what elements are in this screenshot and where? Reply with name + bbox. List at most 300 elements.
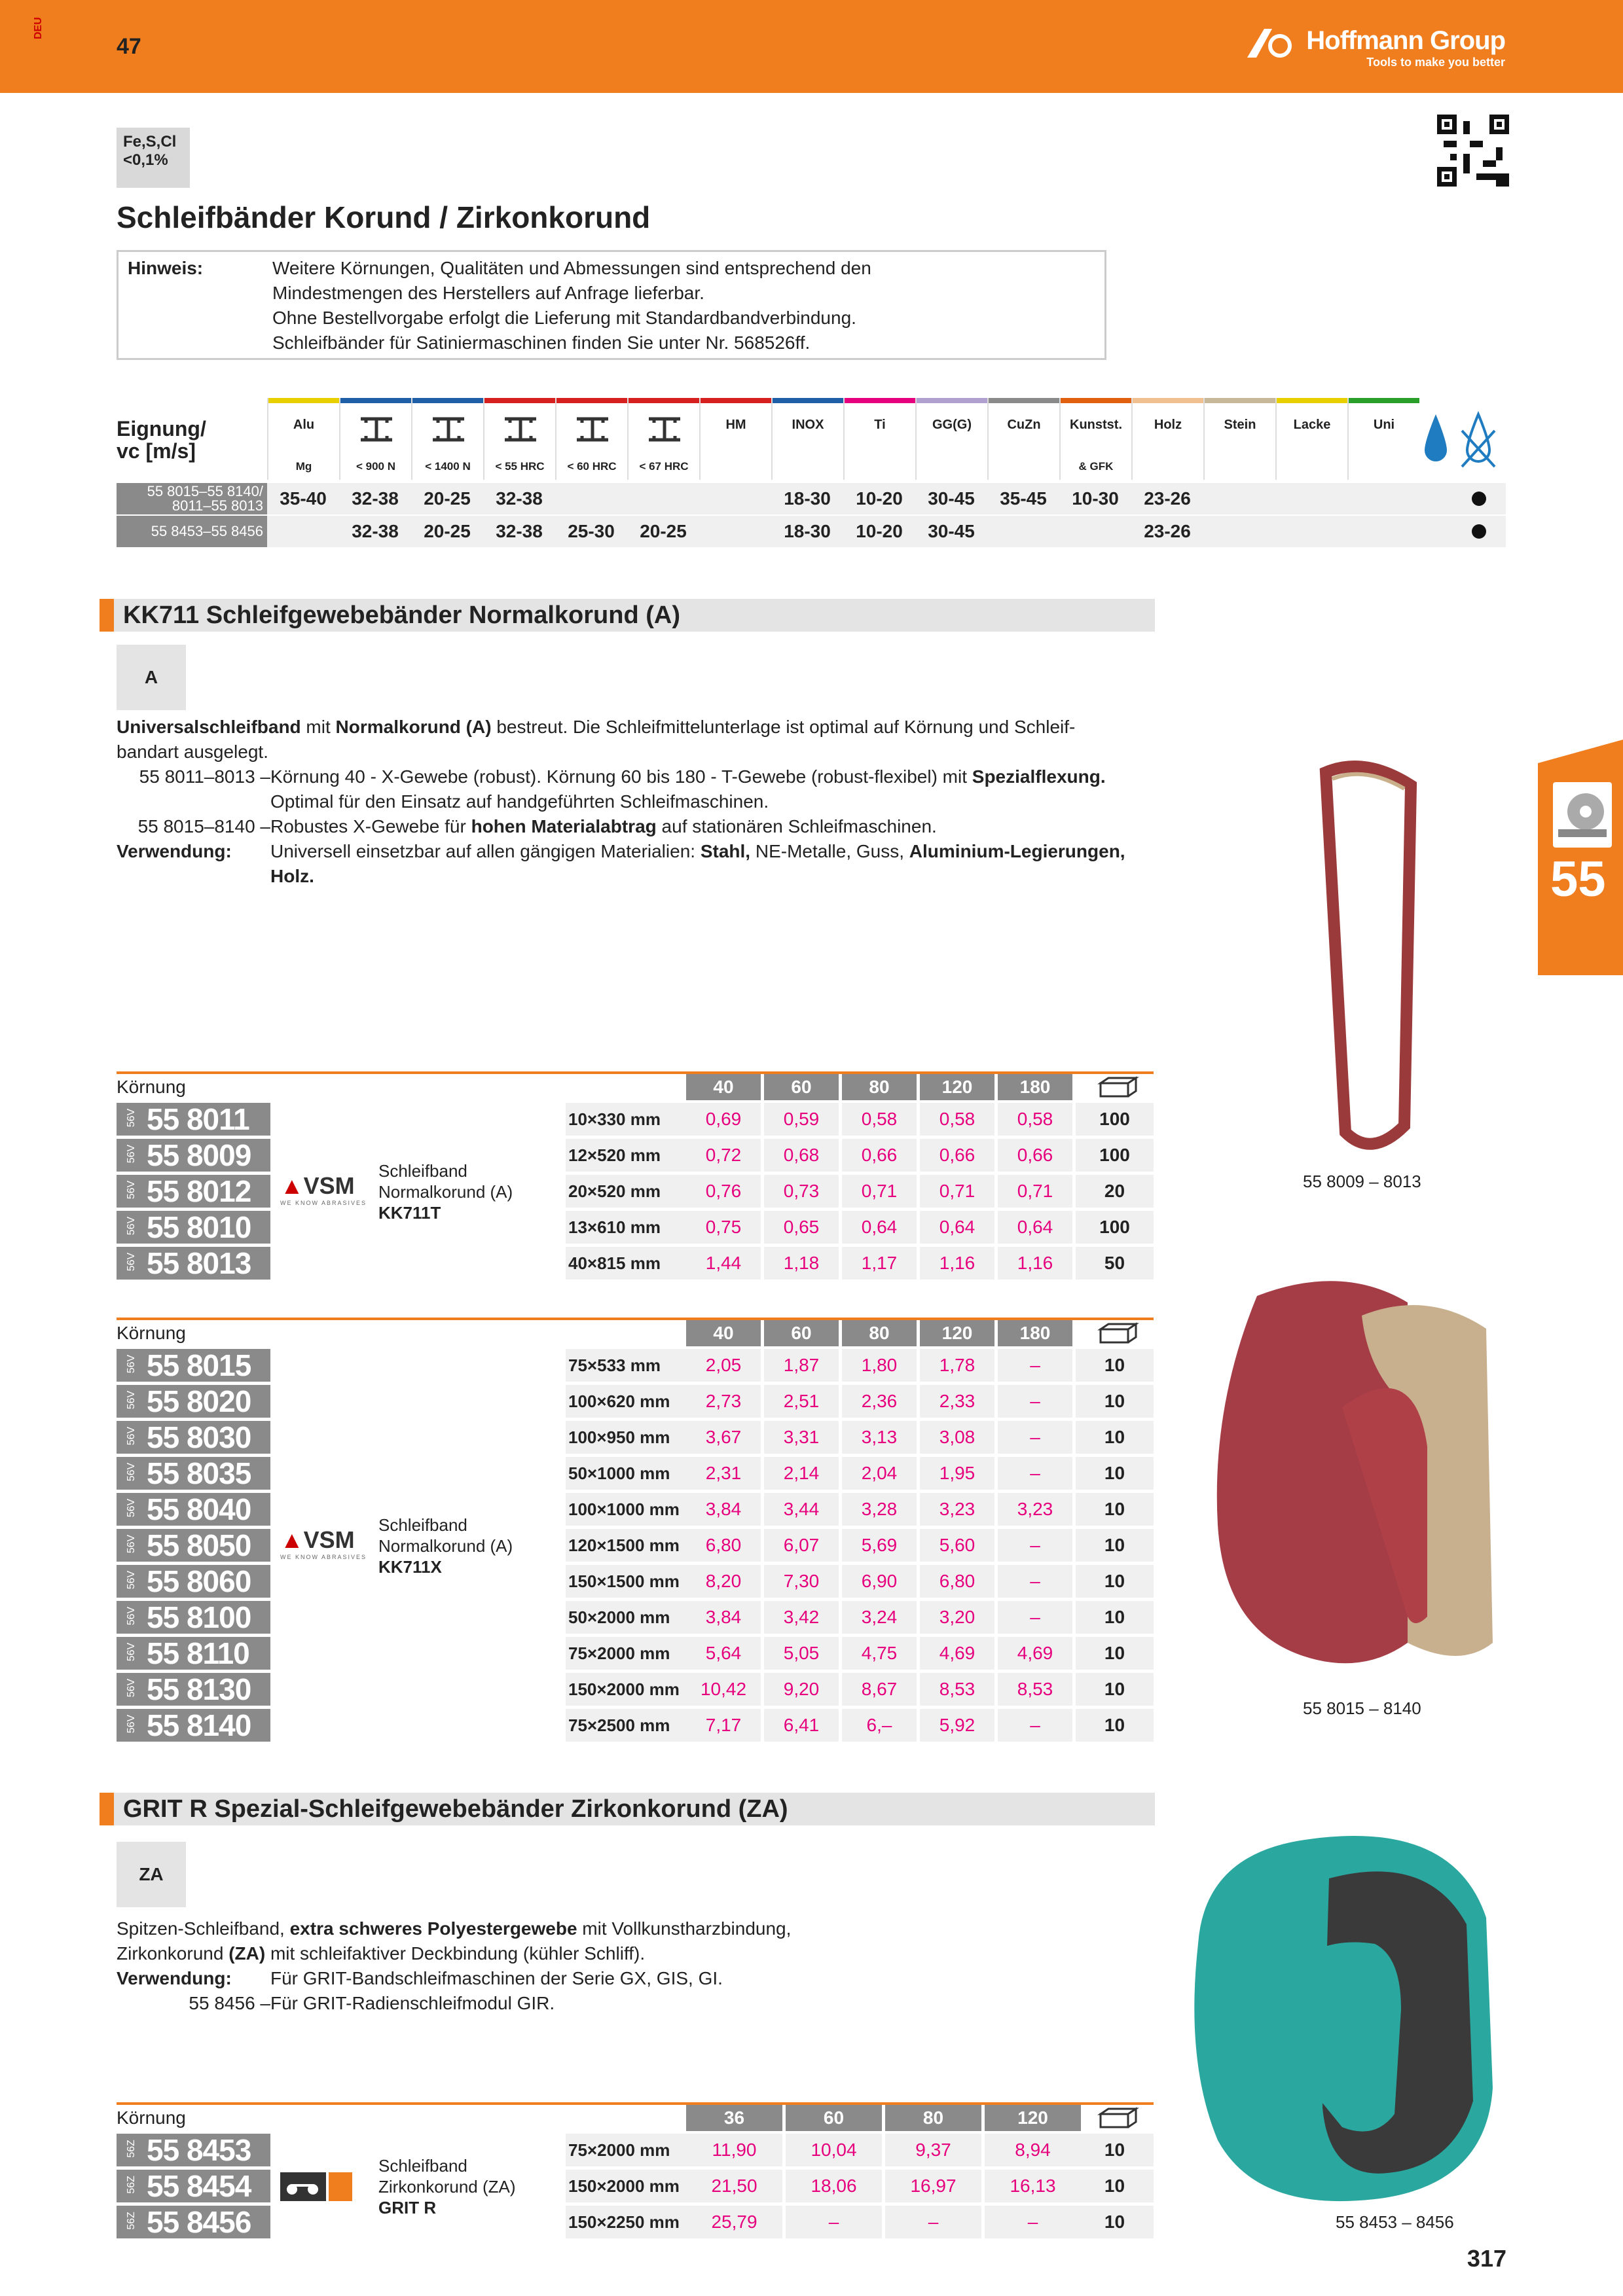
article-number: 55 8454	[147, 2169, 251, 2203]
desc-line: KK711X	[378, 1556, 442, 1577]
table-row[interactable]	[117, 1174, 1154, 1208]
grit-text: mit Vollkunstharzbindung,	[577, 1918, 792, 1939]
use-text: Für GRIT-Bandschleifmaschinen der Serie GX, GIS, GI.	[270, 1968, 723, 1988]
price: 0,58	[842, 1103, 917, 1136]
price: 2,04	[842, 1457, 917, 1490]
article-number-cell[interactable]	[117, 2134, 270, 2166]
price: –	[998, 1529, 1072, 1562]
pack-quantity: 10	[1076, 1457, 1154, 1490]
article-number-cell[interactable]	[117, 1673, 270, 1706]
suitability-row	[117, 483, 1506, 514]
page-title: Schleifbänder Korund / Zirkonkorund	[117, 200, 651, 234]
pack-quantity: 10	[1076, 1565, 1154, 1598]
price: 25,79	[686, 2206, 782, 2238]
range-text: auf stationären Schleifmaschinen.	[656, 816, 937, 836]
grit-machine-icon	[280, 2172, 352, 2201]
material-sub: < 67 HRC	[639, 460, 689, 473]
section-heading-kk711: KK711 Schleifgewebebänder Normalkorund (A)	[100, 599, 1155, 632]
pack-quantity: 10	[1076, 2206, 1154, 2238]
dimension: 100×950 mm	[566, 1421, 686, 1454]
material-name: Holz	[1154, 418, 1182, 432]
coolant-drop-icon	[1419, 411, 1452, 470]
article-prefix: 56V	[126, 1354, 137, 1374]
caption-narrow-belt: 55 8009 – 8013	[1303, 1172, 1421, 1191]
table-row[interactable]	[117, 1420, 1154, 1454]
grit-header: 180	[998, 1320, 1072, 1346]
article-number-cell[interactable]	[117, 1247, 270, 1280]
suitability-value	[987, 516, 1059, 547]
suitability-column	[555, 398, 627, 480]
grain-code-a: A	[117, 645, 186, 710]
article-number-cell[interactable]	[117, 1349, 270, 1382]
article-prefix: 56V	[126, 1144, 137, 1164]
article-number-cell[interactable]	[117, 1421, 270, 1454]
fescl-badge	[117, 128, 190, 188]
package-icon	[1076, 2106, 1154, 2130]
price: 2,51	[764, 1385, 839, 1418]
price: 1,78	[920, 1349, 994, 1382]
page-number: 317	[1467, 2245, 1506, 2272]
pack-quantity: 10	[1076, 1637, 1154, 1670]
material-color-bar	[1133, 398, 1203, 403]
grit-header: 60	[786, 2105, 882, 2131]
article-number-cell[interactable]	[117, 2206, 270, 2238]
grit-header: 80	[842, 1074, 917, 1100]
hinweis-line: Mindestmengen des Herstellers auf Anfrage lieferbar.	[272, 283, 704, 303]
desc-line: Schleifband	[378, 2155, 467, 2176]
article-prefix: 56V	[126, 1642, 137, 1662]
pack-quantity: 100	[1076, 1139, 1154, 1172]
suitability-column	[267, 398, 339, 480]
article-number-cell[interactable]	[117, 1493, 270, 1526]
price: 21,50	[686, 2170, 782, 2202]
price: 6,07	[764, 1529, 839, 1562]
suitability-value: 10-20	[856, 521, 903, 541]
price: 18,06	[786, 2170, 882, 2202]
material-color-bar	[773, 398, 843, 403]
intro-text: mit	[301, 717, 336, 737]
fescl-line2: <0,1%	[123, 151, 168, 169]
suitability-column	[339, 398, 411, 480]
pack-quantity: 100	[1076, 1211, 1154, 1244]
suitability-value	[1347, 483, 1419, 514]
material-color-bar	[701, 398, 771, 403]
pack-quantity: 10	[1076, 2134, 1154, 2166]
price: 6,–	[842, 1709, 917, 1742]
product-table-kk711t	[117, 1071, 1154, 1281]
price: –	[998, 1349, 1072, 1382]
grit-header: 40	[686, 1320, 761, 1346]
vsm-tagline: WE KNOW ABRASIVES	[280, 1199, 367, 1206]
suitability-label-line2: vc [m/s]	[117, 439, 196, 463]
dry-grinding-dot-icon	[1472, 524, 1486, 539]
price: 11,90	[686, 2134, 782, 2166]
dimension: 75×533 mm	[566, 1349, 686, 1382]
range-text: Robustes X-Gewebe für	[270, 816, 471, 836]
price: 1,44	[686, 1247, 761, 1280]
range-bold: hohen Materialabtrag	[471, 816, 657, 836]
price: –	[998, 1421, 1072, 1454]
material-name: Ti	[874, 418, 886, 432]
price: 0,71	[998, 1175, 1072, 1208]
suitability-value: 32-38	[352, 488, 399, 509]
material-name: Lacke	[1293, 418, 1331, 432]
price: 2,73	[686, 1385, 761, 1418]
dimension: 10×330 mm	[566, 1103, 686, 1136]
dimension: 50×2000 mm	[566, 1601, 686, 1634]
belt-image-zirconia	[1178, 1813, 1512, 2219]
use-bold: Aluminium-Legierungen,	[909, 841, 1125, 861]
material-color-bar	[629, 398, 699, 403]
dimension: 150×1500 mm	[566, 1565, 686, 1598]
suitability-value	[1203, 483, 1275, 514]
table-row[interactable]	[117, 1708, 1154, 1742]
article-number: 55 8035	[147, 1456, 251, 1490]
article-prefix: 56V	[126, 1534, 137, 1554]
dimension: 20×520 mm	[566, 1175, 686, 1208]
price: 0,75	[686, 1211, 761, 1244]
vsm-brand: VSM	[303, 1526, 355, 1553]
hinweis-line: Weitere Körnungen, Qualitäten und Abmessungen sind entsprechend den	[272, 258, 871, 278]
table-row[interactable]	[117, 1564, 1154, 1598]
product-description	[378, 1160, 513, 1223]
material-name: Alu	[293, 418, 315, 432]
table-row[interactable]	[117, 2132, 1154, 2166]
price: 7,30	[764, 1565, 839, 1598]
intro-bold: Normalkorund (A)	[335, 717, 492, 737]
price: –	[985, 2206, 1081, 2238]
intro-text: bandart ausgelegt.	[117, 742, 268, 762]
article-number-cell[interactable]	[117, 1211, 270, 1244]
article-number: 55 8110	[147, 1636, 249, 1670]
hinweis-text	[272, 256, 1091, 355]
grit-header: 80	[885, 2105, 981, 2131]
table-row[interactable]	[117, 1246, 1154, 1280]
suitability-value	[555, 483, 627, 514]
table-row[interactable]	[117, 1528, 1154, 1562]
grit-header: 40	[686, 1074, 761, 1100]
article-prefix: 56V	[126, 1606, 137, 1626]
suitability-column	[1203, 398, 1275, 480]
steel-beam-icon	[645, 416, 684, 442]
article-number-cell[interactable]	[117, 1175, 270, 1208]
pack-quantity: 10	[1076, 1385, 1154, 1418]
material-sub: < 900 N	[356, 460, 395, 473]
price: 0,76	[686, 1175, 761, 1208]
suitability-value: 25-30	[568, 521, 615, 541]
table-row[interactable]	[117, 2204, 1154, 2238]
price: 3,31	[764, 1421, 839, 1454]
suitability-table	[117, 398, 1506, 548]
use-bold: Stahl,	[700, 841, 751, 861]
article-number: 55 8012	[147, 1174, 251, 1208]
dimension: 150×2000 mm	[566, 1673, 686, 1706]
article-prefix: 56V	[126, 1180, 137, 1200]
brand-logo[interactable]	[1306, 26, 1505, 69]
material-color-bar	[412, 398, 483, 403]
suitability-value: 10-20	[856, 488, 903, 509]
table-row[interactable]	[117, 1456, 1154, 1490]
price: 8,67	[842, 1673, 917, 1706]
suitability-value	[699, 483, 771, 514]
material-color-bar	[1061, 398, 1131, 403]
material-color-bar	[1205, 398, 1275, 403]
price: 3,08	[920, 1421, 994, 1454]
table-row[interactable]	[117, 1348, 1154, 1382]
suitability-value: 18-30	[784, 488, 831, 509]
table-row[interactable]	[117, 1672, 1154, 1706]
use-text: NE-Metalle, Guss,	[750, 841, 909, 861]
price: 0,68	[764, 1139, 839, 1172]
material-sub: < 55 HRC	[495, 460, 545, 473]
price: 1,95	[920, 1457, 994, 1490]
dimension: 75×2500 mm	[566, 1709, 686, 1742]
price: –	[998, 1457, 1072, 1490]
pack-quantity: 10	[1076, 1493, 1154, 1526]
desc-line: Normalkorund (A)	[378, 1535, 513, 1556]
price: 6,90	[842, 1565, 917, 1598]
article-number-cell[interactable]	[117, 1385, 270, 1418]
fescl-line1: Fe,S,Cl	[123, 133, 177, 151]
range-text: Körnung 40 - X-Gewebe (robust). Körnung 60 bis 180 - T-Gewebe (robust-flexibel) mit	[270, 766, 972, 787]
article-number: 55 8011	[147, 1102, 249, 1136]
table-row[interactable]	[117, 1636, 1154, 1670]
suitability-row-code: 55 8015–55 8140/ 8011–55 8013	[117, 483, 267, 514]
dimension: 50×1000 mm	[566, 1457, 686, 1490]
article-number: 55 8453	[147, 2133, 251, 2167]
article-number-cell[interactable]	[117, 1637, 270, 1670]
intro-text: bestreut. Die Schleifmittelunterlage ist optimal auf Körnung und Schleif-	[491, 717, 1076, 737]
price: 4,75	[842, 1637, 917, 1670]
dimension: 150×2250 mm	[566, 2206, 686, 2238]
article-number-cell[interactable]	[117, 1139, 270, 1172]
suitability-value: 23-26	[1144, 521, 1191, 541]
material-color-bar	[989, 398, 1059, 403]
suitability-column	[987, 398, 1059, 480]
product-table-kk711x	[117, 1318, 1154, 1749]
article-number-cell[interactable]	[117, 1103, 270, 1136]
price: 1,17	[842, 1247, 917, 1280]
table-row[interactable]	[117, 1600, 1154, 1634]
suitability-value: 20-25	[424, 521, 471, 541]
article-prefix: 56V	[126, 1714, 137, 1734]
intro-bold: Universalschleifband	[117, 717, 301, 737]
article-prefix: 56V	[126, 1498, 137, 1518]
price: 0,58	[998, 1103, 1072, 1136]
article-number: 55 8130	[147, 1672, 251, 1706]
range-text: Für GRIT-Radienschleifmodul GIR.	[270, 1993, 555, 2013]
price: 3,24	[842, 1601, 917, 1634]
price: 7,17	[686, 1709, 761, 1742]
hinweis-label: Hinweis:	[128, 258, 204, 278]
article-number: 55 8060	[147, 1564, 251, 1598]
kk711-description	[117, 715, 1164, 889]
vsm-tagline: WE KNOW ABRASIVES	[280, 1553, 367, 1560]
price: 9,20	[764, 1673, 839, 1706]
pack-quantity: 10	[1076, 1673, 1154, 1706]
desc-line: Schleifband	[378, 1515, 467, 1535]
table-row[interactable]	[117, 1102, 1154, 1136]
dry-grinding-dot-icon	[1472, 492, 1486, 506]
dimension: 13×610 mm	[566, 1211, 686, 1244]
suitability-value: 32-38	[352, 521, 399, 541]
price: 0,72	[686, 1139, 761, 1172]
article-number-cell[interactable]	[117, 1709, 270, 1742]
pack-quantity: 10	[1076, 1529, 1154, 1562]
grain-code-za: ZA	[117, 1842, 186, 1907]
price: 0,65	[764, 1211, 839, 1244]
suitability-column	[1275, 398, 1347, 480]
material-name: INOX	[792, 418, 824, 432]
table-row[interactable]	[117, 1492, 1154, 1526]
price: 3,28	[842, 1493, 917, 1526]
material-name: Stein	[1224, 418, 1256, 432]
suitability-value	[1275, 516, 1347, 547]
price: 9,37	[885, 2134, 981, 2166]
product-description	[378, 1515, 513, 1577]
suitability-column	[483, 398, 555, 480]
article-prefix: 56Z	[126, 2140, 137, 2158]
chapter-number: 55	[1550, 852, 1606, 907]
price: 5,64	[686, 1637, 761, 1670]
material-color-bar	[268, 398, 339, 403]
hinweis-line: Schleifbänder für Satiniermaschinen finden Sie unter Nr. 568526ff.	[272, 332, 811, 353]
article-prefix: 56V	[126, 1462, 137, 1482]
dimension: 75×2000 mm	[566, 1637, 686, 1670]
article-prefix: 56Z	[126, 2212, 137, 2230]
belt-image-narrow	[1306, 759, 1424, 1152]
material-color-bar	[484, 398, 555, 403]
grit-text: Spitzen-Schleifband,	[117, 1918, 290, 1939]
caption-wide-belt: 55 8015 – 8140	[1303, 1698, 1421, 1718]
article-number-cell[interactable]	[117, 1457, 270, 1490]
desc-line: Zirkonkorund (ZA)	[378, 2176, 516, 2197]
dimension: 12×520 mm	[566, 1139, 686, 1172]
grit-header: 80	[842, 1320, 917, 1346]
suitability-value: 18-30	[784, 521, 831, 541]
table-row[interactable]	[117, 1210, 1154, 1244]
grit-header: 120	[985, 2105, 1081, 2131]
material-sub: < 1400 N	[425, 460, 471, 473]
caption-zirconia-belt: 55 8453 – 8456	[1336, 2212, 1454, 2232]
dimension: 75×2000 mm	[566, 2134, 686, 2166]
suitability-value: 32-38	[496, 521, 543, 541]
price: –	[786, 2206, 882, 2238]
article-prefix: 56V	[126, 1216, 137, 1236]
suitability-value: 10-30	[1072, 488, 1119, 509]
price: 10,04	[786, 2134, 882, 2166]
material-color-bar	[845, 398, 915, 403]
grit-bold: extra schweres Polyestergewebe	[289, 1918, 577, 1939]
grit-header: 60	[764, 1074, 839, 1100]
pack-quantity: 20	[1076, 1175, 1154, 1208]
price: 4,69	[998, 1637, 1072, 1670]
product-description	[378, 2155, 516, 2218]
article-number: 55 8009	[147, 1138, 251, 1172]
suitability-value	[267, 516, 339, 547]
dimension: 100×620 mm	[566, 1385, 686, 1418]
price: 3,67	[686, 1421, 761, 1454]
price: 2,31	[686, 1457, 761, 1490]
suitability-value	[1203, 516, 1275, 547]
dimension: 40×815 mm	[566, 1247, 686, 1280]
price: 2,05	[686, 1349, 761, 1382]
package-icon	[1076, 1075, 1154, 1099]
steel-beam-icon	[573, 416, 612, 442]
grit-header: 120	[920, 1320, 994, 1346]
grit-bold: (ZA)	[228, 1943, 266, 1964]
table-row[interactable]	[117, 2168, 1154, 2202]
grit-header: 60	[764, 1320, 839, 1346]
article-prefix: 56V	[126, 1252, 137, 1272]
price: 0,69	[686, 1103, 761, 1136]
article-number: 55 8010	[147, 1210, 251, 1244]
hoffmann-logo-icon	[1247, 26, 1293, 60]
price: 3,13	[842, 1421, 917, 1454]
belt-image-wide	[1211, 1276, 1506, 1682]
price: 1,16	[920, 1247, 994, 1280]
price: 0,66	[842, 1139, 917, 1172]
price: 3,44	[764, 1493, 839, 1526]
suitability-value: 32-38	[496, 488, 543, 509]
suitability-column	[1131, 398, 1203, 480]
article-prefix: 56V	[126, 1426, 137, 1446]
dry-no-coolant-icon	[1459, 411, 1498, 470]
price: 5,60	[920, 1529, 994, 1562]
material-name: Uni	[1373, 418, 1395, 432]
suitability-value	[627, 483, 699, 514]
pack-quantity: 10	[1076, 1709, 1154, 1742]
suitability-row-code: 55 8453–55 8456	[117, 516, 267, 547]
vsm-brand: VSM	[303, 1172, 355, 1199]
suitability-value: 30-45	[928, 488, 975, 509]
pack-quantity: 10	[1076, 1601, 1154, 1634]
grit-header: 120	[920, 1074, 994, 1100]
suitability-column	[627, 398, 699, 480]
qr-code-icon[interactable]	[1437, 115, 1509, 187]
price: –	[998, 1385, 1072, 1418]
vsm-triangle-icon: ▲	[280, 1526, 304, 1553]
suitability-column	[843, 398, 915, 480]
suitability-value	[1347, 516, 1419, 547]
suitability-value	[1275, 483, 1347, 514]
article-number-cell[interactable]	[117, 2170, 270, 2202]
price: 3,42	[764, 1601, 839, 1634]
table-row[interactable]	[117, 1384, 1154, 1418]
table-row[interactable]	[117, 1138, 1154, 1172]
article-number: 55 8140	[147, 1708, 251, 1742]
range-label: 55 8011–8013 –	[139, 766, 270, 787]
article-number-cell[interactable]	[117, 1601, 270, 1634]
material-color-bar	[917, 398, 987, 403]
price: –	[885, 2206, 981, 2238]
article-number-cell[interactable]	[117, 1529, 270, 1562]
price: –	[998, 1601, 1072, 1634]
suitability-value: 30-45	[928, 521, 975, 541]
price: 1,87	[764, 1349, 839, 1382]
suitability-column	[411, 398, 483, 480]
article-number-cell[interactable]	[117, 1565, 270, 1598]
range-text: Optimal für den Einsatz auf handgeführten Schleifmaschinen.	[270, 791, 769, 812]
price: 5,05	[764, 1637, 839, 1670]
article-number: 55 8020	[147, 1384, 251, 1418]
price: 3,23	[998, 1493, 1072, 1526]
price: 0,66	[998, 1139, 1072, 1172]
grit-header-label: Körnung	[117, 2108, 186, 2128]
dimension: 100×1000 mm	[566, 1493, 686, 1526]
product-table-grit	[117, 2102, 1154, 2253]
grit-header-label: Körnung	[117, 1077, 186, 1097]
